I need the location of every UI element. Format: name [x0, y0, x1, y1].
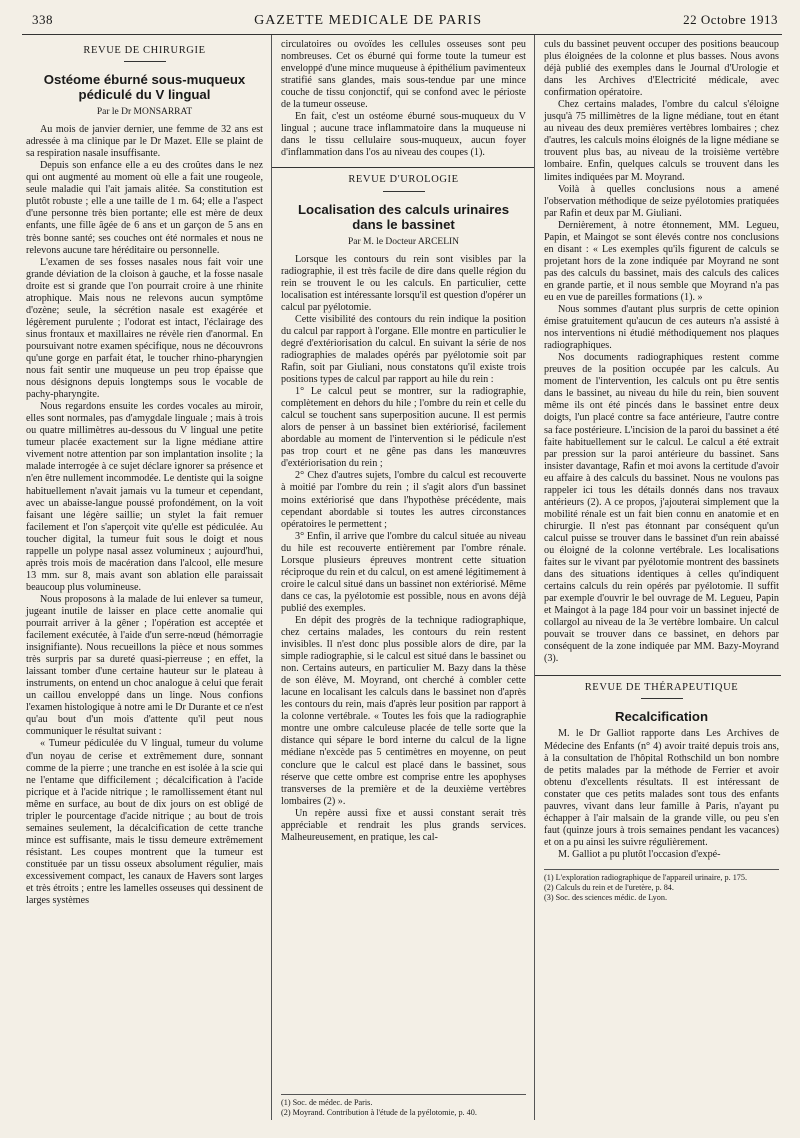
page-header [22, 12, 782, 35]
footnote: (2) Calculs du rein et de l'uretère, p. 84. [544, 883, 674, 892]
rubric-chirurgie: REVUE DE CHIRURGIE [83, 45, 206, 56]
paragraph: Nos documents radiographiques restent comme preuves de la position occupée par les calculs. Au moment de l'intervention, les calculs ont pu être sentis dans le bassinet, au niveau du hile du rein, bien souvent même ils ont été pincés dans le bassinet entre deux doigts, l'un placé contre sa face antérieure, l'autre contre sa face postérieure. L'incision de la paroi du bassinet a été faite habituellement sur le calcul. Le calcul a été extrait par pression sur la paroi antérieure du bassinet. Sans insister davantage, Rafin et moi avons la certitude d'avoir eu affaire à des calculs du bassinet. Nous ne voulons pas rappeler ici tous les détails donnés dans nos travaux antérieurs (2). A ce propos, j'ajouterai simplement que la mobilité rénale est un fait bien connu en anatomie et en chirurgie. Il n'est pas étonnant par conséquent qu'un calcul puisse se trouver dans le bassinet d'un rein abaissé ou éloigné de la colonne vertébrale. Les localisations faites sur le vivant par pyélotomie montrent des bassinets dans des situations identiques à celles qu'indiquent certains calculs du rein opérés par pyélotomie. Il suffit par exemple d'ouvrir le bel ouvrage de M. Legueu, Papin et Maingot à la page 184 pour voir un bassinet injecté de collargol au niveau de la 3e vertèbre lombaire. Un calcul pouvait se trouver dans ce bassinet, en dehors par conséquent de la zone indiquée par MM. Bazy-Moyrand (3). [544, 352, 779, 665]
footnotes [281, 1094, 526, 1118]
footnote: (3) Soc. des sciences médic. de Lyon. [544, 893, 668, 902]
column-2 [271, 35, 534, 1120]
column-1 [22, 35, 271, 1120]
paragraph: Nous regardons ensuite les cordes vocales au miroir, elles sont normales, pas d'amygdale linguale ; mais à trois ou quatre millimètres au-dessous du V lingual une petite tumeur placée exactement sur la ligne médiane attire vivement notre attention par son implantation insolite ; la malade interrogée à ce sujet déclare ignorer sa présence et n'en être nullement incommodée. Le dentiste qui la soigne habituellement n'avait jamais vu la tumeur et cependant, avec un abaisse-langue poussé profondément, on la voit faisant une légère saillie; un stylet la fait remuer facilement et l'on s'aperçoit vite qu'elle est pédiculée. Au toucher digital, la tumeur fuit sous le doigt et nous rappelle un polype nasal assez volumineux ; aujourd'hui, après trois mois de macération dans l'alcool, elle mesure 13 mm. sur 8, mais avant son ablation elle paraissait beaucoup plus volumineuse. [26, 401, 263, 593]
paragraph: circulatoires ou ovoïdes les cellules osseuses sont peu nombreuses. Cet os éburné qui forme toute la tumeur est enveloppé d'une mince muqueuse à épithélium pavimenteux stratifié sans glandes, mais sous-tendue par une mince couche de tissu conjonctif, qui se confond avec le périoste de la tumeur osseuse. [281, 39, 526, 111]
article-title-osteome: Ostéome éburné sous-muqueux pédiculé du V lingual [43, 72, 246, 103]
page-number: 338 [32, 12, 53, 27]
paragraph: Cette visibilité des contours du rein indique la position du calcul par rapport à l'organe. Elle montre en particulier le degré d'extériorisation du calcul. En suivant la série de nos radiographies de malades opérés par pyélotomie soit par Rafin, soit par Giuliani, nous constatons qu'il existe trois positions types de calcul par rapport au hile du rein : [281, 313, 526, 386]
paragraph: « Tumeur pédiculée du V lingual, tumeur du volume d'un noyau de cerise et extrêmement dure, sonnant comme de la pierre ; une tranche en est isolée à la scie qui ne l'entame que difficilement ; décalcification à l'acide picrique et à l'acide nitrique ; le ramollissement étant nul même en surface, au bout de dix jours on est obligé de tripler le pourcentage d'acide nitrique ; au bout de trois semaines seulement, la décalcification de cette tranche mince est suffisante, mais le tissu demeure extrêmement résistant. Les coupes montrent que la tumeur est constituée par un tissu osseux absolument régulier, mais excessivement compact, les canaux de Havers sont larges et très étroits ; entre les lamelles osseuses qui dessinent de larges systèmes [26, 738, 263, 907]
paragraph: Un repère aussi fixe et aussi constant serait très appréciable et rendrait les plus grands services. Malheureusement, en pratique, les cal- [281, 807, 526, 843]
paragraph: Nous proposons à la malade de lui enlever sa tumeur, jugeant inutile de laisser en place cette anomalie qui pourrait arriver à la gêner ; l'opération est acceptée et facilement exécutée, à l'aide d'un serre-nœud (hémorragie insignifiante). Nous recueillons la pièce et nous sommes très surpris par sa dureté quasi-pierreuse ; en effet, la laissant tomber d'une certaine hauteur sur le plateau à instruments, on entend un choc analogue à celui que ferait un caillou enveloppé dans un linge. Nous confions l'examen histologique à notre ami le Dr Durante et ce n'est qu'au bout d'un mois d'attente qu'il peut nous communiquer le résultat suivant : [26, 593, 264, 738]
rubric-therapeutique: REVUE DE THÉRAPEUTIQUE [584, 682, 739, 694]
rubric-urologie: REVUE D'UROLOGIE [348, 174, 459, 186]
paragraph: 1° Le calcul peut se montrer, sur la radiographie, complètement en dehors du hile ; l'ombre du rein et celle du calcul se touchent sans superposition aucune. Il est permis alors de penser à un bassinet bien extériorisé, facilement abordable au moment de l'intervention si le pédicule n'est pas trop court et ne gêne pas dans les manœuvres d'extériorisation du rein ; [281, 386, 526, 470]
paragraph: Voilà à quelles conclusions nous a amené l'observation méthodique de seize pyélotomies pratiquées par Rafin et deux par M. Giuliani. [544, 183, 779, 219]
paragraph: M. Galliot a pu plutôt l'occasion d'expé- [558, 848, 721, 860]
paragraph: Nous sommes d'autant plus surpris de cette opinion émise gratuitement qu'aucun de ces auteurs n'a assisté à nos interventions ni étudié méthodiquement nos plaques radiographiques. [544, 304, 779, 352]
section-divider [535, 675, 781, 676]
paragraph: 2° Chez d'autres sujets, l'ombre du calcul est recouverte à moitié par l'ombre du rein ; il s'agit alors d'un bassinet moins extériorisé que dans l'hypothèse précédente, mais cependant abordable si toutes les autres circonstances opératoires le permettent ; [281, 470, 526, 530]
paragraph: En fait, c'est un ostéome éburné sous-muqueux du V lingual ; aucune trace inflammatoire dans la muqueuse ni dans le tissu cellulaire sous-muqueux, aucun foyer d'inflammation dans l'os au niveau des coupes (1). [281, 111, 526, 159]
article-title-recalcification: Recalcification [614, 709, 709, 725]
article-title-calculs: Localisation des calculs urinaires dans le bassinet [297, 201, 510, 232]
paragraph: Lorsque les contours du rein sont visibles par la radiographie, il est très facile de dire dans quelle région du rein se trouvent le ou les calculs. En particulier, cette localisation est intéressante lorsqu'il est question d'opérer un calcul par pyélotomie. [281, 253, 526, 313]
rubric-rule [124, 61, 166, 62]
paragraph: culs du bassinet peuvent occuper des positions beaucoup plus éloignées de la colonne et plus basses. Nous avons déjà publié des exemples dans le Journal d'Urologie et dans les Archives d'Electricité médicale, avec confirmation opératoire. [544, 39, 779, 99]
article-author: Par le Dr MONSARRAT [96, 107, 193, 118]
paragraph: Chez certains malades, l'ombre du calcul s'éloigne jusqu'à 75 millimètres de la ligne médiane, tout en étant au niveau des deux premières vertèbres lombaires ; chez d'autres, les calculs moins éloignés de la ligne médiane se trouvent plus bas, au niveau de la troisième vertèbre lombaire. Enfin, quelques calculs se trouvent dans les limites indiquées par M. Moyrand. [544, 99, 779, 183]
columns [22, 35, 782, 1120]
column-3 [534, 35, 781, 1120]
paragraph: Au mois de janvier dernier, une femme de 32 ans est adressée à ma clinique par le Dr Mazet. Elle se plaint de sa respiration nasale insuffisante. [26, 124, 263, 160]
section-divider [272, 167, 534, 168]
paragraph: Depuis son enfance elle a eu des croûtes dans le nez qui ont augmenté au moment où elle a fait une rougeole, seule maladie qui l'ait jamais alitée. Sa constitution est plutôt robuste ; elle a une taille de 1 m. 64; elle a l'aspect d'une personne très bien portante; elle est mère de deux enfants, une fille âgée de 6 ans et un garçon de 5 ans en très bonne santé; ses couches ont été normales et nous ne relevons aucune tare héréditaire ou personnelle. [26, 160, 263, 256]
rubric-rule [641, 698, 683, 699]
journal-title: GAZETTE MEDICALE DE PARIS [254, 13, 482, 28]
rubric-rule [383, 191, 425, 192]
paragraph: 3° Enfin, il arrive que l'ombre du calcul située au niveau du hile est recouverte entièrement par l'ombre rénale. Lorsque plusieurs épreuves montrent cette situation réciproque du rein et du calcul, on est amené légitimement à croire le calcul situé dans un bassinet non extériorisé. Même dans ce cas, la pyélotomie est possible, nous en avons déjà publié des exemples. [281, 530, 526, 614]
paragraph: L'examen de ses fosses nasales nous fait voir une grande déviation de la cloison à gauche, et la fosse nasale droite est si grande que l'on pourrait croire à une rhinite atrophique. Mais nous ne relevons aucun symptôme d'ozène; seule, la sécrétion nasale est exagérée et légèrement purulente ; l'odorat est intact, l'éclairage des sinus frontaux et maxillaires ne révèle rien d'anormal. En poursuivant notre examen spécifique, nous ne découvrons qu'une gorge en parfait état, le toucher rhino-pharyngien nous fait sentir une muqueuse un peu trop épaisse que nous désignons depuis longtemps sous le vocable de pachy-pharyngite. [26, 256, 263, 401]
article-author: Par M. le Docteur ARCELIN [347, 236, 460, 247]
footnote: (1) Soc. de médec. de Paris. [281, 1098, 373, 1107]
paragraph: M. le Dr Galliot rapporte dans Les Archives de Médecine des Enfants (n° 4) avoir traité depuis trois ans, à la consultation de l'hôpital Rothschild un bon nombre de petits malades par la méthode de Ferrier et avoir obtenu d'excellents résultats. Il est intéressant de constater que ces petits malades sont tous des enfants pauvres, vivant dans leur famille à Paris, n'ayant pu échapper à l'air malsain de la grande ville, ou peu s'en faut (quinze jours à trois semaines pendant les vacances) et on a pu ainsi les suivre régulièrement. [544, 728, 779, 848]
footnotes [544, 869, 779, 903]
footnote: (1) L'exploration radiographique de l'appareil urinaire, p. 175. [544, 873, 748, 882]
footnote: (2) Moyrand. Contribution à l'étude de la pyélotomie, p. 40. [281, 1108, 477, 1117]
paragraph: Dernièrement, à notre étonnement, MM. Legueu, Papin, et Maingot se sont élevés contre nos conclusions en disant : « Les exemples qu'ils figurent de calculs se projetant hors de la zone indiquée par Moyrand ne sont pas des calculs du bassinet, mais des calculs des calices en grande partie, et il nous semble que Moyrand n'a pas eu en vue de pareilles formations (1). » [544, 219, 779, 303]
paragraph: En dépit des progrès de la technique radiographique, chez certains malades, les contours du rein restent invisibles. Il n'est donc plus possible alors de dire, par la simple radiographie, si le calcul est situé dans le bassinet ou non. Certains auteurs, en particulier M. Bazy dans la thèse de son élève, M. Moyrand, ont cherché à combler cette lacune en localisant les calculs dans le bassinet non d'après les contours du rein, mais d'après leur position par rapport à la colonne vertébrale. « Toutes les fois que la radiographie montre une ombre calculeuse placée de telle sorte que la distance qui sépare le bord interne du calcul de la ligne médiane n'excède pas 5 centimètres en moyenne, on peut conclure que le calcul est placé dans le bassinet, sous réserve que cette ombre est comprise entre les apophyses transverses de la première et de la deuxième vertèbres lombaires (2) ». [281, 614, 526, 807]
issue-date: 22 Octobre 1913 [683, 12, 778, 27]
